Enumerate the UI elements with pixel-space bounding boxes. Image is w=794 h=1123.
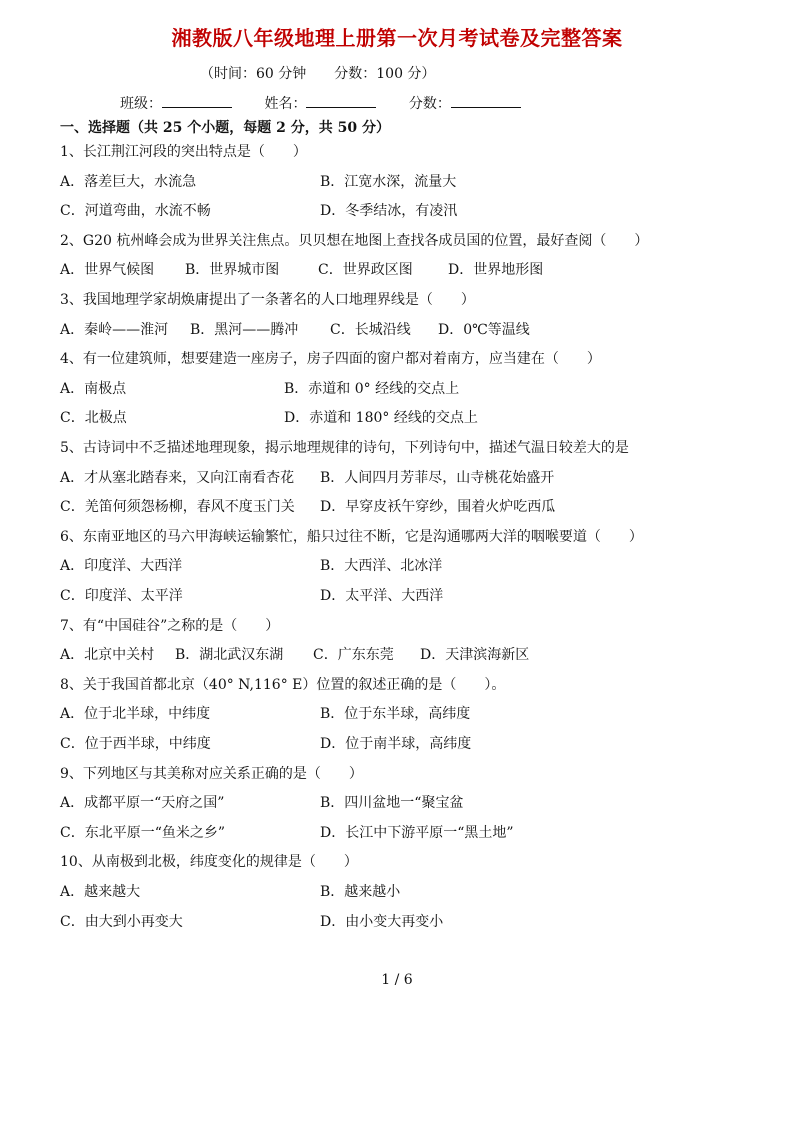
question-4-option-A: A．南极点	[60, 380, 127, 397]
question-1: 1、长江荆江河段的突出特点是（ ）	[60, 144, 307, 160]
question-3: 3、我国地理学家胡焕庸提出了一条著名的人口地理界线是（ ）	[60, 292, 475, 308]
question-1-option-D: D．冬季结冰，有凌汛	[320, 203, 458, 220]
question-8-option-A: A．位于北半球，中纬度	[60, 706, 211, 723]
question-3-option-D: D．0℃等温线	[438, 321, 530, 338]
score-label: 分数：	[408, 96, 451, 112]
question-8-option-B: B．位于东半球，高纬度	[320, 706, 471, 723]
question-1-option-C: C．河道弯曲，水流不畅	[60, 203, 211, 220]
question-2: 2、G20 杭州峰会成为世界关注焦点。贝贝想在地图上查找各成员国的位置，最好查阅（ ）	[60, 232, 649, 249]
question-2-option-C: C．世界政区图	[318, 262, 413, 279]
exam-meta: （时间：60 分钟 分数：100 分）	[200, 66, 436, 82]
page-number: 1 / 6	[381, 972, 413, 988]
question-4: 4、有一位建筑师，想要建造一座房子，房子四面的窗户都对着南方，应当建在（ ）	[60, 351, 601, 368]
question-9: 9、下列地区与其美称对应关系正确的是（ ）	[60, 765, 363, 782]
question-9-option-D: D．长江中下游平原一“黑土地”	[320, 824, 514, 841]
name-field	[264, 93, 376, 113]
question-10-option-B: B．越来越小	[320, 884, 401, 900]
question-2-option-A: A．世界气候图	[60, 262, 155, 279]
question-4-option-C: C．北极点	[60, 410, 127, 427]
question-5-option-D: D．早穿皮袄午穿纱，围着火炉吃西瓜	[320, 499, 556, 516]
question-7-option-B: B．湖北武汉东湖	[175, 647, 284, 664]
question-3-option-A: A．秦岭——淮河	[60, 321, 169, 338]
question-6-option-C: C．印度洋、太平洋	[60, 588, 183, 604]
question-7-option-C: C．广东东莞	[313, 647, 394, 664]
question-3-option-C: C．长城沿线	[330, 321, 411, 338]
question-5: 5、古诗词中不乏描述地理现象，揭示地理规律的诗句，下列诗句中，描述气温日较差大的是	[60, 440, 629, 456]
question-5-option-B: B．人间四月芳菲尽，山寺桃花始盛开	[320, 469, 555, 486]
class-field	[120, 93, 232, 113]
name-label: 姓名：	[264, 96, 307, 112]
question-9-option-C: C．东北平原一“鱼米之乡”	[60, 824, 226, 841]
question-7-option-D: D．天津滨海新区	[420, 647, 530, 664]
question-7-option-A: A．北京中关村	[60, 647, 155, 664]
score-field	[409, 93, 521, 113]
question-6: 6、东南亚地区的马六甲海峡运输繁忙，船只过往不断，它是沟通哪两大洋的咽喉要道（ ）	[60, 528, 643, 545]
section-heading: 一、选择题（共 25 个小题，每题 2 分，共 50 分）	[60, 120, 390, 136]
question-10-option-D: D．由小变大再变小	[320, 913, 444, 930]
question-5-option-C: C．羌笛何须怨杨柳，春风不度玉门关	[60, 499, 295, 516]
question-8-option-D: D．位于南半球，高纬度	[320, 736, 472, 752]
question-6-option-D: D．太平洋、大西洋	[320, 588, 444, 604]
class-label: 班级：	[120, 96, 162, 112]
question-10-option-C: C．由大到小再变大	[60, 913, 183, 930]
name-blank	[306, 94, 376, 108]
question-8-option-C: C．位于西半球，中纬度	[60, 736, 211, 752]
question-7: 7、有“中国硅谷”之称的是（ ）	[60, 617, 280, 634]
question-4-option-B: B．赤道和 0° 经线的交点上	[284, 380, 460, 397]
question-6-option-B: B．大西洋、北冰洋	[320, 558, 443, 575]
score-blank	[451, 94, 521, 108]
question-10-option-A: A．越来越大	[60, 884, 141, 900]
question-2-option-D: D．世界地形图	[448, 262, 544, 279]
question-4-option-D: D．赤道和 180° 经线的交点上	[284, 410, 478, 427]
question-1-option-A: A．落差巨大，水流急	[60, 173, 197, 190]
document-title: 湘教版八年级地理上册第一次月考试卷及完整答案	[171, 26, 623, 50]
question-6-option-A: A．印度洋、大西洋	[60, 558, 183, 575]
question-9-option-A: A．成都平原一“天府之国”	[60, 795, 225, 812]
question-5-option-A: A．才从塞北踏春来，又向江南看杏花	[60, 469, 295, 486]
question-8: 8、关于我国首都北京（40° N,116° E）位置的叙述正确的是（ ）。	[60, 676, 506, 693]
question-3-option-B: B．黑河——腾冲	[190, 321, 299, 338]
question-2-option-B: B．世界城市图	[185, 262, 280, 279]
question-1-option-B: B．江宽水深，流量大	[320, 173, 457, 190]
question-10: 10、从南极到北极，纬度变化的规律是（ ）	[60, 854, 358, 871]
class-blank	[162, 94, 232, 108]
question-9-option-B: B．四川盆地一“聚宝盆	[320, 795, 464, 812]
student-info-fields	[120, 93, 549, 113]
